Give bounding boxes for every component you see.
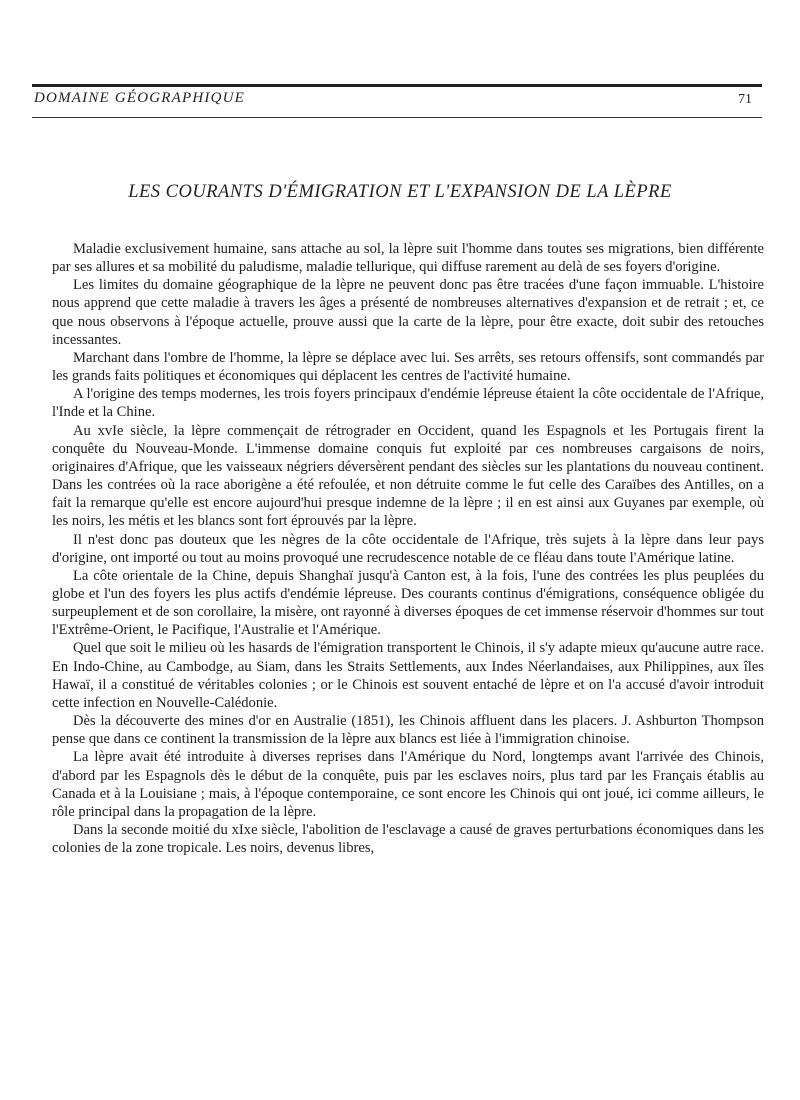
page-number: 71	[738, 92, 752, 107]
paragraph: Au xvIe siècle, la lèpre commençait de rétrograder en Occident, quand les Espagnols et les Portugais firent la conquête du Nouveau-Monde. L'immense domaine conquis fut exploité par ces nombreuses cargaisons de noirs, originaires d'Afrique, que les vaisseaux négriers déversèrent pendant des siècles sur les plantations du nouveau continent. Dans les contrées où la race aborigène a été refoulée, et non détruite comme le fut celle des Caraïbes des Antilles, on a fait la remarque qu'elle est encore aujourd'hui presque indemne de la lèpre ; il en est ainsi aux Guyanes par exemple, où les noirs, les métis et les blancs sont fort éprouvés par la lèpre.	[52, 422, 764, 530]
paragraph: Dès la découverte des mines d'or en Australie (1851), les Chinois affluent dans les placers. J. Ashburton Thompson pense que dans ce continent la transmission de la lèpre aux blancs est liée à l'immigration chinoise.	[52, 713, 764, 748]
paragraph: Dans la seconde moitié du xIxe siècle, l'abolition de l'esclavage a causé de graves perturbations économiques dans les colonies de la zone tropicale. Les noirs, devenus libres,	[52, 822, 764, 857]
paragraph: A l'origine des temps modernes, les trois foyers principaux d'endémie lépreuse étaient la côte occidentale de l'Afrique, l'Inde et la Chine.	[52, 386, 764, 421]
header-rule-top	[32, 84, 762, 87]
paragraph: Marchant dans l'ombre de l'homme, la lèpre se déplace avec lui. Ses arrêts, ses retours offensifs, sont commandés par les grands faits politiques et économiques qui déplacent les centres de l'activité humaine.	[52, 349, 764, 385]
paragraph: Quel que soit le milieu où les hasards de l'émigration transportent le Chinois, il s'y adapte mieux qu'aucune autre race. En Indo-Chine, au Cambodge, au Siam, dans les Straits Settlements, aux Indes Néerlandaises, aux Philippines, aux îles Hawaï, il a constitué de véritables colonies ; or le Chinois est souvent entaché de lèpre et on l'a accusé d'avoir introduit cette infection en Nouvelle-Calédonie.	[52, 640, 764, 711]
header-rule-bottom	[32, 117, 762, 118]
chapter-title: LES COURANTS D'ÉMIGRATION ET L'EXPANSION DE LA LÈPRE	[128, 182, 672, 202]
paragraph: Il n'est donc pas douteux que les nègres de la côte occidentale de l'Afrique, très sujets à la lèpre dans leur pays d'origine, ont importé ou tout au moins provoqué une recrudescence notable de ce fléau dans toute l'Amérique latine.	[52, 531, 764, 566]
running-head: DOMAINE GÉOGRAPHIQUE	[34, 90, 246, 106]
body-text	[52, 240, 764, 857]
paragraph: Maladie exclusivement humaine, sans attache au sol, la lèpre suit l'homme dans toutes ses migrations, bien différente par ses allures et sa mobilité du paludisme, maladie tellurique, qui diffuse rarement au delà de ses foyers d'origine.	[52, 241, 764, 276]
paragraph: La côte orientale de la Chine, depuis Shanghaï jusqu'à Canton est, à la fois, l'une des contrées les plus peuplées du globe et l'un des foyers les plus actifs d'endémie lépreuse. Des courants continus d'émigrations, conséquence obligée du surpeuplement et de son corollaire, la misère, ont rayonné à diverses époques de cet immense réservoir d'hommes sur tout l'Extrême-Orient, le Pacifique, l'Australie et l'Amérique.	[52, 567, 764, 639]
paragraph: Les limites du domaine géographique de la lèpre ne peuvent donc pas être tracées d'une façon immuable. L'histoire nous apprend que cette maladie à travers les âges a présenté de nombreuses alternatives d'expansion et de retrait ; et, ce que nous observons à l'époque actuelle, prouve aussi que la carte de la lèpre, pour être exacte, doit subir des retouches incessantes.	[52, 277, 764, 348]
paragraph: La lèpre avait été introduite à diverses reprises dans l'Amérique du Nord, longtemps avant l'arrivée des Chinois, d'abord par les Espagnols dès le début de la conquête, puis par les esclaves noirs, plus tard par les Français établis au Canada et à la Louisiane ; mais, à l'époque contemporaine, ce sont encore les Chinois qui ont joué, ici comme ailleurs, le rôle principal dans la propagation de la lèpre.	[52, 749, 764, 820]
